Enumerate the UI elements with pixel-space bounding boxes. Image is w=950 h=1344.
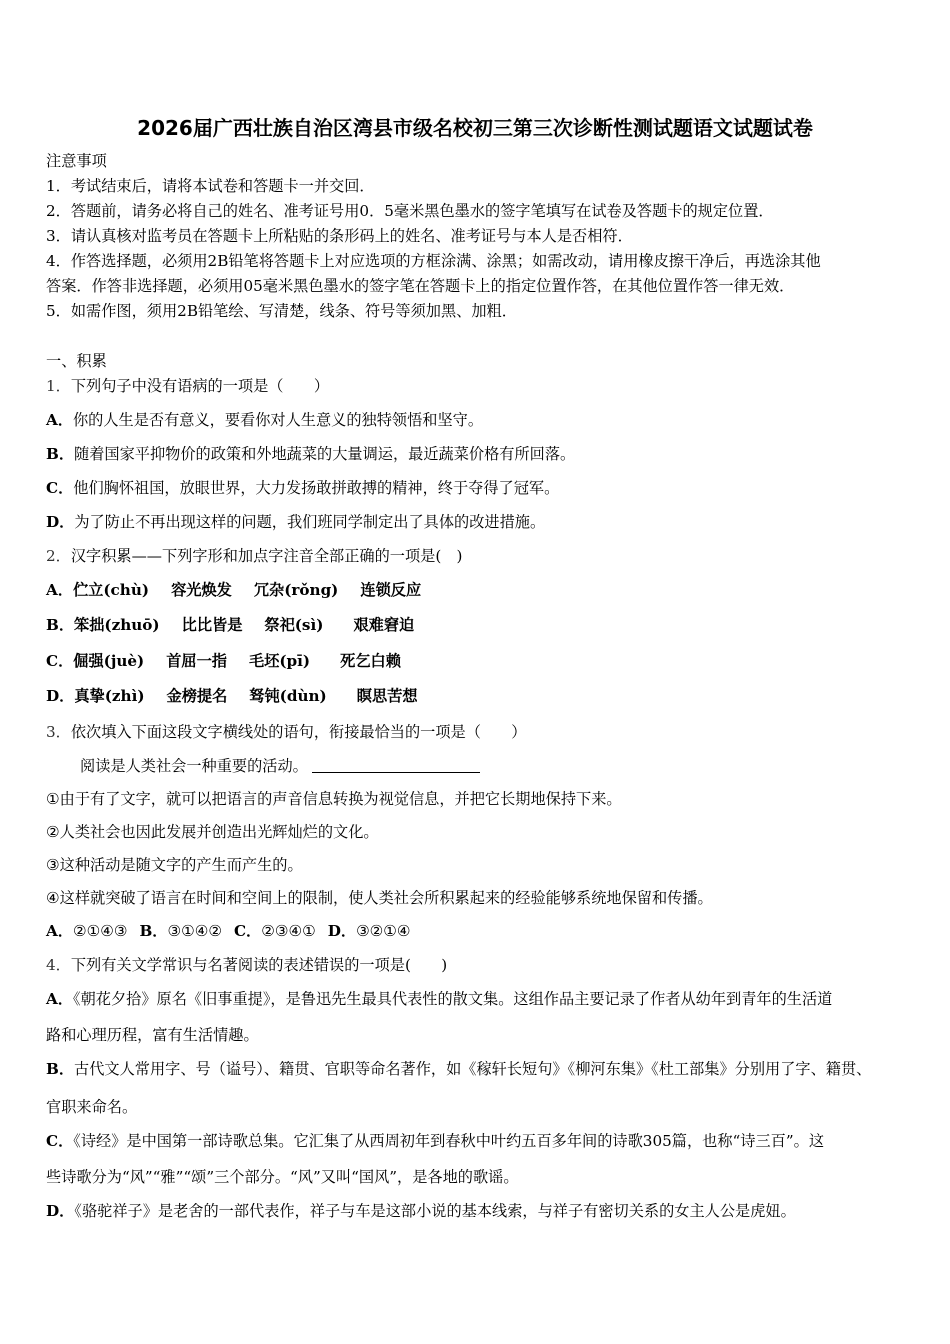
option-label: A． [46,411,73,429]
q1-option-a[interactable] [46,410,483,430]
option-text: ②①④③ [72,922,128,940]
q4-option-a[interactable] [46,989,832,1009]
option-label: C． [233,922,262,940]
q4-option-b[interactable] [46,1059,871,1079]
notice-item: 2．答题前，请务必将自己的姓名、准考证号用0．5毫米黑色墨水的签字笔填写在试卷及答题卡的规定位置． [46,202,774,220]
option-text: 为了防止不再出现这样的问题，我们班同学制定出了具体的改进措施。 [74,513,546,531]
option-label: C． [46,1132,74,1150]
word: 金榜提名 [166,687,228,705]
word-with-pinyin: 祭祀(sì) [264,616,324,634]
word: 艰难窘迫 [353,616,415,634]
q3-sentence [46,789,622,809]
q3-sentence [46,888,713,908]
question-number: 2． [46,547,71,565]
option-text: 《诗经》是中国第一部诗歌总集。它汇集了从西周初年到春秋中叶约五百多年间的诗歌305篇，也称“诗三百”。这 [73,1132,825,1150]
sentence-number: ① [46,790,60,808]
q2-option-c[interactable] [46,651,401,671]
sentence-text: 人类社会也因此发展并创造出光辉灿烂的文化。 [59,823,379,841]
question-2-stem [46,546,462,566]
option-text: ②③④① [261,922,316,940]
option-text: ③①④② [167,922,222,940]
option-label: A． [46,922,73,940]
option-text: 《骆驼祥子》是老舍的一部代表作，祥子与车是这部小说的基本线索，与祥子有密切关系的女主人公是虎妞。 [74,1202,796,1220]
q3-choice-a[interactable] [46,922,127,940]
q1-option-c[interactable] [46,478,559,498]
section-heading: 一、积累 [46,352,107,370]
sentence-number: ④ [46,889,60,907]
q1-option-d[interactable] [46,512,545,532]
q1-option-b[interactable] [46,444,575,464]
option-label: A． [46,581,73,599]
q3-choices [46,921,411,941]
question-1-stem [46,376,329,396]
q3-sentence [46,855,303,875]
q3-choice-c[interactable] [234,922,316,940]
option-label: B． [46,445,75,463]
option-label: D． [46,687,75,705]
q4-option-c-cont: 些诗歌分为“风”“雅”“颂”三个部分。“风”又叫“国风”，是各地的歌谣。 [46,1168,519,1186]
option-label: B． [46,616,75,634]
option-text: 随着国家平抑物价的政策和外地蔬菜的大量调运，最近蔬菜价格有所回落。 [74,445,576,463]
word-with-pinyin: 冗杂(rǒng) [253,581,339,599]
word: 比比皆是 [181,616,243,634]
option-label: A． [46,990,73,1008]
option-text: 《朝花夕拾》原名《旧事重提》，是鲁迅先生最具代表性的散文集。这组作品主要记录了作者从幼年到青年的生活道 [72,990,833,1008]
question-text: 下列句子中没有语病的一项是（ ） [70,377,330,395]
question-text: 下列有关文学常识与名著阅读的表述错误的一项是( ) [70,956,448,974]
notice-item: 答案．作答非选择题，必须用05毫米黑色墨水的签字笔在答题卡上的指定位置作答，在其他位置作答一律无效． [46,277,795,295]
q3-sentence [46,822,379,842]
q2-option-a[interactable] [46,580,421,600]
word: 首屈一指 [166,652,227,670]
word-with-pinyin: 伫立(chù) [72,581,150,599]
option-label: B． [139,922,168,940]
sentence-text: 由于有了文字，就可以把语言的声音信息转换为视觉信息，并把它长期地保持下来。 [59,790,622,808]
option-label: D． [46,513,75,531]
notice-item: 1．考试结束后，请将本试卷和答题卡一并交回． [46,177,375,195]
notice-item: 3．请认真核对监考员在答题卡上所粘贴的条形码上的姓名、准考证号与本人是否相符． [46,227,633,245]
option-label: D． [327,922,357,940]
option-label: C． [46,652,74,670]
q2-option-b[interactable] [46,615,414,635]
option-text: 你的人生是否有意义，要看你对人生意义的独特领悟和坚守。 [72,411,484,429]
word-with-pinyin: 真挚(zhì) [74,687,145,705]
question-3-stem [46,722,526,742]
q4-option-c[interactable] [46,1131,824,1151]
question-number: 4． [46,956,71,974]
word-with-pinyin: 驽钝(dùn) [249,687,327,705]
q4-option-b-cont: 官职来命名。 [46,1098,138,1116]
word-with-pinyin: 笨拙(zhuō) [74,616,160,634]
question-number: 1． [46,377,71,395]
notice-item: 4．作答选择题，必须用2B铅笔将答题卡上对应选项的方框涂满、涂黑；如需改动，请用橡皮擦干净后，再选涂其他 [46,252,821,270]
question-text: 依次填入下面这段文字横线处的语句，衔接最恰当的一项是（ ） [70,723,527,741]
word: 连锁反应 [360,581,422,599]
page-title: 2026届广西壮族自治区湾县市级名校初三第三次诊断性测试题语文试题试卷 [137,116,813,140]
option-text: ③②①④ [356,922,411,940]
option-label: B． [46,1060,75,1078]
sentence-text: 这种活动是随文字的产生而产生的。 [59,856,303,874]
answer-blank[interactable] [312,758,480,773]
q3-choice-d[interactable] [328,922,411,940]
word-with-pinyin: 毛坯(pī) [248,652,311,670]
q4-option-d[interactable] [46,1201,796,1221]
notice-heading: 注意事项 [46,152,107,170]
option-label: D． [46,1202,75,1220]
word: 瞑思苦想 [356,687,418,705]
option-label: C． [46,479,74,497]
option-text: 古代文人常用字、号（谥号）、籍贯、官职等命名著作，如《稼轩长短句》《柳河东集》《杜工部集》分别用了字、籍贯、 [74,1060,872,1078]
option-text: 他们胸怀祖国，放眼世界，大力发扬敢拼敢搏的精神，终于夺得了冠军。 [73,479,560,497]
word: 死乞白赖 [340,652,401,670]
q3-passage [80,756,480,776]
word: 容光焕发 [171,581,232,599]
question-number: 3． [46,723,71,741]
sentence-number: ③ [46,856,60,874]
question-4-stem [46,955,447,975]
notice-item: 5．如需作图，须用2B铅笔绘、写清楚，线条、符号等须加黑、加粗． [46,302,517,320]
q4-option-a-cont: 路和心理历程，富有生活情趣。 [46,1026,259,1044]
passage-text: 阅读是人类社会一种重要的活动。 [80,757,308,775]
word-with-pinyin: 倔强(juè) [73,652,145,670]
sentence-number: ② [46,823,60,841]
question-text: 汉字积累——下列字形和加点字注音全部正确的一项是( ) [70,547,463,565]
q2-option-d[interactable] [46,686,418,706]
sentence-text: 这样就突破了语言在时间和空间上的限制，使人类社会所积累起来的经验能够系统地保留和传播。 [59,889,713,907]
q3-choice-b[interactable] [139,922,222,940]
